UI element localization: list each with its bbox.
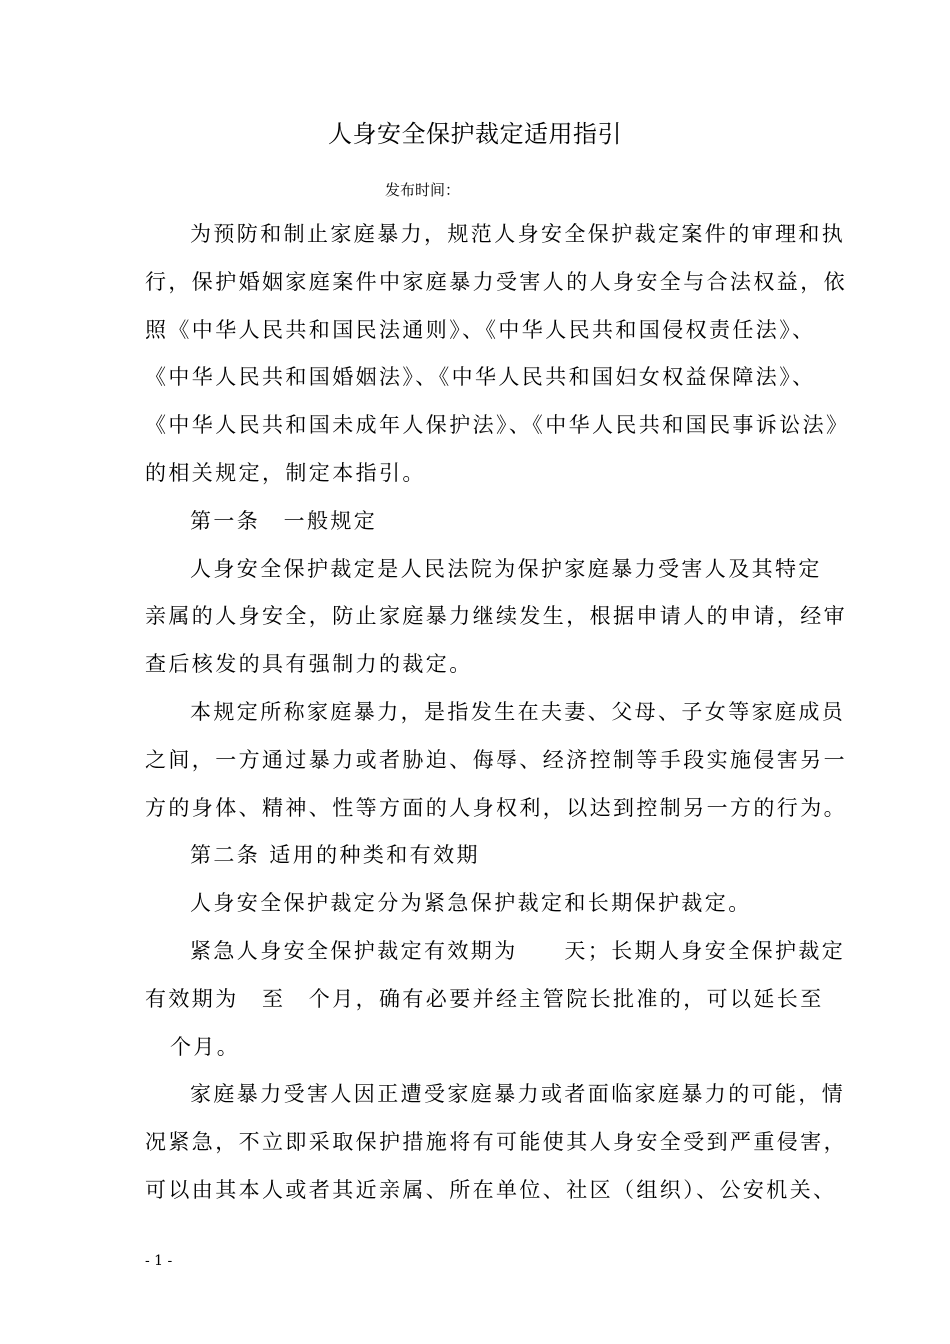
- document-body: [145, 211, 850, 1215]
- body-line: 查后核发的具有强制力的裁定。: [145, 652, 473, 677]
- body-line: 行，保护婚姻家庭案件中家庭暴力受害人的人身安全与合法权益，依: [145, 269, 847, 294]
- article-heading: 第二条 适用的种类和有效期: [190, 843, 480, 868]
- body-line: 《中华人民共和国未成年人保护法》、《中华人民共和国民事诉讼法》: [145, 413, 850, 438]
- document-title: 人身安全保护裁定适用指引: [328, 120, 622, 148]
- body-line: 紧急人身安全保护裁定有效期为 天；长期人身安全保护裁定: [190, 938, 846, 963]
- body-line: 本规定所称家庭暴力，是指发生在夫妻、父母、子女等家庭成员: [190, 699, 846, 724]
- body-line: 方的身体、精神、性等方面的人身权利，以达到控制另一方的行为。: [145, 795, 847, 820]
- body-line: 有效期为 至 个月，确有必要并经主管院长批准的，可以延长至: [145, 986, 824, 1011]
- body-line: 个月。: [170, 1034, 241, 1059]
- body-line: 况紧急，不立即采取保护措施将有可能使其人身安全受到严重侵害，: [145, 1130, 847, 1155]
- publish-time-label: 发布时间：: [385, 181, 461, 199]
- body-line: 《中华人民共和国婚姻法》、《中华人民共和国妇女权益保障法》、: [145, 365, 816, 390]
- page-number: - 1 -: [145, 1253, 173, 1269]
- body-line: 的相关规定，制定本指引。: [145, 460, 426, 485]
- body-line: 亲属的人身安全，防止家庭暴力继续发生，根据申请人的申请，经审: [145, 604, 847, 629]
- body-line: 人身安全保护裁定是人民法院为保护家庭暴力受害人及其特定: [190, 556, 822, 581]
- body-line: 可以由其本人或者其近亲属、所在单位、社区（组织）、公安机关、: [145, 1177, 837, 1202]
- body-line: 人身安全保护裁定分为紧急保护裁定和长期保护裁定。: [190, 891, 752, 916]
- body-line: 照《中华人民共和国民法通则》、《中华人民共和国侵权责任法》、: [145, 317, 816, 342]
- body-line: 之间，一方通过暴力或者胁迫、侮辱、经济控制等手段实施侵害另一: [145, 747, 847, 772]
- body-line: 为预防和制止家庭暴力，规范人身安全保护裁定案件的审理和执: [190, 222, 846, 246]
- body-line: 家庭暴力受害人因正遭受家庭暴力或者面临家庭暴力的可能，情: [190, 1082, 846, 1107]
- article-heading: 第一条 一般规定: [190, 508, 378, 533]
